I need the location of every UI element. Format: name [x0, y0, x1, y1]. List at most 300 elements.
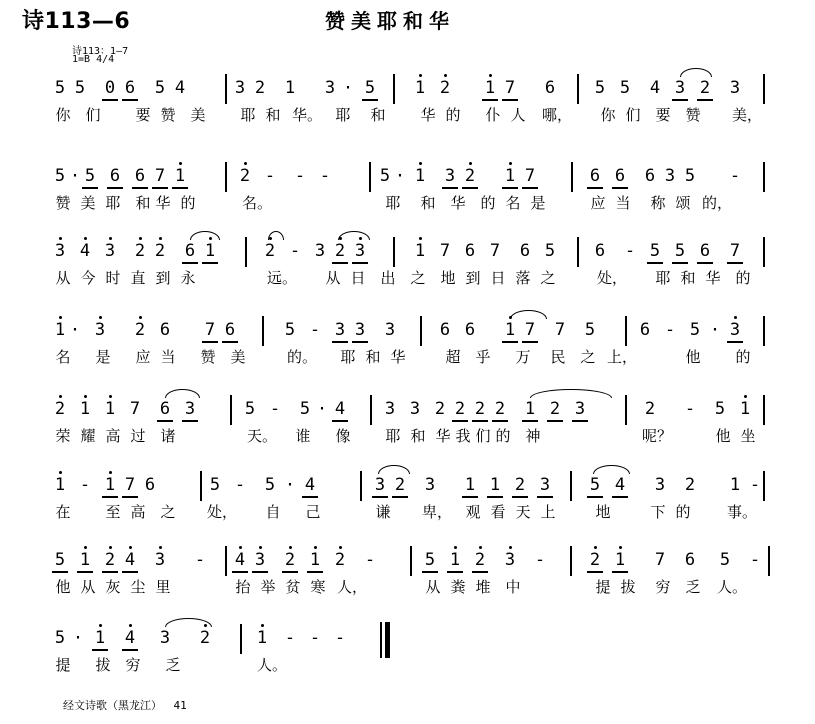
lyric-char: 卑，: [422, 503, 453, 521]
rhythm-underline: [77, 571, 93, 573]
lyric-char: 从: [80, 578, 96, 596]
note: 6: [544, 78, 556, 98]
note: 2: [254, 78, 266, 98]
lyric-char: 们: [625, 106, 641, 124]
lyric-char: 乏: [165, 656, 181, 674]
lyric-char: 华: [155, 194, 171, 212]
note: 1: [79, 399, 91, 419]
lyric-char: 之: [160, 503, 176, 521]
note: 6: [144, 475, 156, 495]
octave-dot: [734, 316, 737, 319]
book-title: 经文诗歌（黑龙江）: [63, 699, 162, 712]
note: 2: [134, 241, 146, 261]
rhythm-underline: [122, 496, 138, 498]
note: -: [269, 399, 281, 419]
lyric-char: 是: [530, 194, 546, 212]
barline: [625, 316, 627, 346]
note: 5: [244, 399, 256, 419]
rhythm-underline: [222, 341, 238, 343]
lyric-char: 高: [105, 427, 121, 445]
note: 5: [544, 241, 556, 261]
note: 1: [504, 320, 516, 340]
note: 2: [334, 241, 346, 261]
note: 5: [264, 475, 276, 495]
note: 1: [204, 241, 216, 261]
note: 3: [354, 241, 366, 261]
lyric-char: 的: [480, 194, 496, 212]
octave-dot: [59, 471, 62, 474]
note: 3: [54, 241, 66, 261]
rhythm-underline: [107, 187, 123, 189]
rhythm-underline: [502, 341, 518, 343]
barline: [360, 471, 362, 501]
note: 1: [94, 628, 106, 648]
note: 6: [109, 166, 121, 186]
note: 3: [424, 475, 436, 495]
note: -: [289, 241, 301, 261]
lyric-char: 日: [350, 269, 366, 287]
lyric-char: 们: [475, 427, 491, 445]
rhythm-underline: [462, 187, 478, 189]
note: 3: [504, 550, 516, 570]
octave-dot: [159, 546, 162, 549]
note: 0: [104, 78, 116, 98]
note: ·: [316, 399, 328, 419]
lyric-char: 人。: [717, 578, 748, 596]
note: 2: [284, 550, 296, 570]
rhythm-underline: [672, 99, 688, 101]
rhythm-underline: [102, 99, 118, 101]
lyric-char: 的: [180, 194, 196, 212]
barline: [763, 471, 765, 501]
lyric-char: 观: [465, 503, 481, 521]
lyric-char: 和: [420, 194, 436, 212]
note: 5: [424, 550, 436, 570]
lyric-char: 到: [155, 269, 171, 287]
lyric-char: 和: [680, 269, 696, 287]
lyric-char: 己: [305, 503, 321, 521]
lyric-char: 神: [525, 427, 541, 445]
lyric-char: 提: [595, 578, 611, 596]
lyric-char: 像: [335, 427, 351, 445]
rhythm-underline: [182, 262, 198, 264]
lyric-char: 和: [135, 194, 151, 212]
lyric-char: 之: [540, 269, 556, 287]
note: 7: [124, 475, 136, 495]
octave-dot: [289, 546, 292, 549]
rhythm-underline: [587, 187, 603, 189]
rhythm-underline: [587, 496, 603, 498]
music-system-1: [0, 70, 815, 150]
note: 5: [684, 166, 696, 186]
note: 3: [354, 320, 366, 340]
note: 6: [224, 320, 236, 340]
lyric-char: 寒: [310, 578, 326, 596]
rhythm-underline: [132, 187, 148, 189]
rhythm-underline: [462, 496, 478, 498]
lyric-char: 地: [440, 269, 456, 287]
note: 5: [379, 166, 391, 186]
note: 6: [464, 241, 476, 261]
barline: [370, 395, 372, 425]
octave-dot: [109, 395, 112, 398]
octave-dot: [59, 237, 62, 240]
lyric-char: 耶: [385, 194, 401, 212]
note: 7: [129, 399, 141, 419]
lyric-char: 从: [425, 578, 441, 596]
lyric-char: 尘: [130, 578, 146, 596]
note: 2: [239, 166, 251, 186]
note: 6: [184, 241, 196, 261]
lyric-char: 人，: [337, 578, 368, 596]
note: 6: [124, 78, 136, 98]
octave-dot: [619, 546, 622, 549]
rhythm-underline: [572, 420, 588, 422]
note: 3: [574, 399, 586, 419]
note: -: [234, 475, 246, 495]
rhythm-underline: [547, 420, 563, 422]
lyric-char: 的: [735, 269, 751, 287]
note: 1: [79, 550, 91, 570]
note: 1: [309, 550, 321, 570]
note: 6: [589, 166, 601, 186]
octave-dot: [139, 316, 142, 319]
note: 5: [54, 166, 66, 186]
note: 5: [584, 320, 596, 340]
lyric-char: 永: [180, 269, 196, 287]
lyric-char: 当: [615, 194, 631, 212]
barline: [571, 162, 573, 192]
note: 4: [174, 78, 186, 98]
note: 7: [554, 320, 566, 340]
note: 2: [439, 78, 451, 98]
note: 7: [524, 320, 536, 340]
octave-dot: [109, 237, 112, 240]
lyric-char: 他: [685, 348, 701, 366]
lyric-char: 荣: [55, 427, 71, 445]
octave-dot: [109, 471, 112, 474]
lyric-char: 的: [445, 106, 461, 124]
note: 6: [519, 241, 531, 261]
rhythm-underline: [352, 341, 368, 343]
rhythm-underline: [612, 496, 628, 498]
note: 1: [614, 550, 626, 570]
note: 6: [639, 320, 651, 340]
lyric-char: 华: [390, 348, 406, 366]
rhythm-underline: [537, 496, 553, 498]
rhythm-underline: [392, 496, 408, 498]
lyric-char: 人。: [257, 656, 288, 674]
rhythm-underline: [452, 420, 468, 422]
note: 3: [444, 166, 456, 186]
octave-dot: [314, 546, 317, 549]
barline: [225, 74, 227, 104]
lyric-char: 从: [325, 269, 341, 287]
lyric-char: 呢？: [642, 427, 673, 445]
rhythm-underline: [672, 262, 688, 264]
note: 5: [364, 78, 376, 98]
note: 2: [394, 475, 406, 495]
lyric-char: 耶: [105, 194, 121, 212]
note: 3: [184, 399, 196, 419]
lyric-char: 之: [580, 348, 596, 366]
note: 2: [264, 241, 276, 261]
note: -: [334, 628, 346, 648]
octave-dot: [129, 624, 132, 627]
lyric-char: 的: [675, 503, 691, 521]
lyric-char: 举: [260, 578, 276, 596]
octave-dot: [479, 546, 482, 549]
rhythm-underline: [502, 187, 518, 189]
rhythm-underline: [122, 571, 138, 573]
note: 3: [539, 475, 551, 495]
rhythm-underline: [102, 496, 118, 498]
lyric-char: 赞: [200, 348, 216, 366]
note: 5: [209, 475, 221, 495]
slur: [268, 231, 284, 240]
note: 5: [674, 241, 686, 261]
lyric-char: 耶: [385, 427, 401, 445]
rhythm-underline: [482, 99, 498, 101]
note: 6: [644, 166, 656, 186]
rhythm-underline: [472, 420, 488, 422]
barline: [230, 395, 232, 425]
note: 5: [619, 78, 631, 98]
lyric-char: 美，: [732, 106, 763, 124]
lyric-char: 事。: [727, 503, 758, 521]
lyric-char: 诸: [160, 427, 176, 445]
lyric-char: 美: [190, 106, 206, 124]
note: -: [749, 475, 761, 495]
barline: [240, 624, 242, 654]
lyric-char: 看: [490, 503, 506, 521]
lyric-char: 赞: [685, 106, 701, 124]
octave-dot: [244, 162, 247, 165]
note: 7: [729, 241, 741, 261]
note: 6: [159, 399, 171, 419]
lyric-char: 华。: [292, 106, 323, 124]
rhythm-underline: [232, 571, 248, 573]
note: 4: [304, 475, 316, 495]
note: 1: [414, 166, 426, 186]
lyric-char: 到: [465, 269, 481, 287]
note: 3: [729, 320, 741, 340]
barline: [768, 546, 770, 576]
note: 6: [614, 166, 626, 186]
note: -: [364, 550, 376, 570]
note: 1: [256, 628, 268, 648]
lyric-char: 贫: [285, 578, 301, 596]
note: 7: [489, 241, 501, 261]
lyric-char: 美: [80, 194, 96, 212]
note: 7: [154, 166, 166, 186]
rhythm-underline: [522, 420, 538, 422]
rhythm-underline: [647, 262, 663, 264]
rhythm-underline: [157, 420, 173, 422]
note: 5: [594, 78, 606, 98]
rhythm-underline: [587, 571, 603, 573]
octave-dot: [419, 162, 422, 165]
note: 2: [434, 399, 446, 419]
rhythm-underline: [52, 571, 68, 573]
octave-dot: [259, 546, 262, 549]
barline: [570, 471, 572, 501]
lyric-char: 坐: [740, 427, 756, 445]
note: 6: [134, 166, 146, 186]
note: 2: [549, 399, 561, 419]
rhythm-underline: [122, 649, 138, 651]
rhythm-underline: [487, 496, 503, 498]
rhythm-underline: [92, 649, 108, 651]
octave-dot: [59, 316, 62, 319]
lyric-char: 里: [155, 578, 171, 596]
note: 5: [54, 628, 66, 648]
final-barline-thin: [380, 622, 382, 658]
lyric-char: 他: [55, 578, 71, 596]
lyric-char: 耶: [335, 106, 351, 124]
slur: [338, 231, 370, 240]
lyric-char: 耶: [340, 348, 356, 366]
rhythm-underline: [352, 262, 368, 264]
lyric-char: 地: [595, 503, 611, 521]
note: 3: [384, 399, 396, 419]
slur: [190, 231, 220, 240]
rhythm-underline: [372, 496, 388, 498]
lyric-char: 当: [160, 348, 176, 366]
lyric-char: 华: [450, 194, 466, 212]
slur: [165, 618, 212, 627]
rhythm-underline: [522, 187, 538, 189]
rhythm-underline: [492, 420, 508, 422]
octave-dot: [84, 237, 87, 240]
octave-dot: [339, 546, 342, 549]
note: 7: [524, 166, 536, 186]
note: 1: [449, 550, 461, 570]
note: 1: [464, 475, 476, 495]
note: -: [684, 399, 696, 419]
lyric-char: 要: [135, 106, 151, 124]
rhythm-underline: [522, 341, 538, 343]
key-signature: 1=B 4/4: [72, 54, 115, 65]
note: 3: [334, 320, 346, 340]
lyric-char: 颂: [675, 194, 691, 212]
lyric-char: 和: [410, 427, 426, 445]
music-system-6: [0, 467, 815, 547]
lyric-char: 和: [370, 106, 386, 124]
slur: [680, 68, 712, 77]
lyric-char: 和: [265, 106, 281, 124]
page-number: 41: [173, 699, 187, 712]
note: -: [729, 166, 741, 186]
note: 2: [104, 550, 116, 570]
note: 4: [124, 550, 136, 570]
note: -: [534, 550, 546, 570]
lyric-char: 今: [80, 269, 96, 287]
lyric-char: 上: [540, 503, 556, 521]
note: 1: [54, 475, 66, 495]
barline: [763, 316, 765, 346]
note: 7: [439, 241, 451, 261]
barline: [577, 237, 579, 267]
octave-dot: [99, 624, 102, 627]
lyric-char: 出: [380, 269, 396, 287]
lyric-char: 的: [735, 348, 751, 366]
lyric-char: 民: [550, 348, 566, 366]
lyric-char: 从: [55, 269, 71, 287]
note: 3: [409, 399, 421, 419]
barline: [420, 316, 422, 346]
note: 2: [644, 399, 656, 419]
rhythm-underline: [612, 187, 628, 189]
lyric-char: 耀: [80, 427, 96, 445]
lyric-char: 称: [650, 194, 666, 212]
lyric-char: 穷: [125, 656, 141, 674]
note: -: [624, 241, 636, 261]
octave-dot: [744, 395, 747, 398]
lyric-char: 和: [365, 348, 381, 366]
note: 6: [594, 241, 606, 261]
lyric-char: 至: [105, 503, 121, 521]
rhythm-underline: [252, 571, 268, 573]
note: 3: [729, 78, 741, 98]
rhythm-underline: [202, 262, 218, 264]
lyric-char: 粪: [450, 578, 466, 596]
lyric-char: 穷: [655, 578, 671, 596]
octave-dot: [59, 395, 62, 398]
lyric-char: 万: [515, 348, 531, 366]
note: 3: [674, 78, 686, 98]
barline: [393, 237, 395, 267]
barline: [763, 74, 765, 104]
slur: [593, 465, 630, 474]
lyric-char: 美: [230, 348, 246, 366]
note: 1: [104, 399, 116, 419]
octave-dot: [419, 74, 422, 77]
note: 2: [464, 166, 476, 186]
note: 3: [374, 475, 386, 495]
barline: [763, 395, 765, 425]
note: ·: [709, 320, 721, 340]
rhythm-underline: [502, 99, 518, 101]
lyric-char: 耶: [655, 269, 671, 287]
note: 2: [474, 550, 486, 570]
note: 1: [484, 78, 496, 98]
lyric-char: 仆: [485, 106, 501, 124]
rhythm-underline: [82, 187, 98, 189]
barline: [410, 546, 412, 576]
rhythm-underline: [122, 99, 138, 101]
barline: [577, 74, 579, 104]
lyric-char: 的，: [702, 194, 733, 212]
rhythm-underline: [727, 262, 743, 264]
music-system-7: [0, 542, 815, 622]
lyric-char: 时: [105, 269, 121, 287]
rhythm-underline: [102, 571, 118, 573]
octave-dot: [419, 237, 422, 240]
lyric-char: 处，: [597, 269, 628, 287]
note: ·: [394, 166, 406, 186]
rhythm-underline: [172, 187, 188, 189]
note: 2: [334, 550, 346, 570]
lyric-char: 过: [130, 427, 146, 445]
lyric-char: 上，: [607, 348, 638, 366]
slur: [530, 389, 612, 398]
note: -: [664, 320, 676, 340]
scripture-ref: 诗113：1—7: [72, 46, 129, 57]
note: 2: [684, 475, 696, 495]
lyric-char: 是: [95, 348, 111, 366]
rhythm-underline: [612, 571, 628, 573]
